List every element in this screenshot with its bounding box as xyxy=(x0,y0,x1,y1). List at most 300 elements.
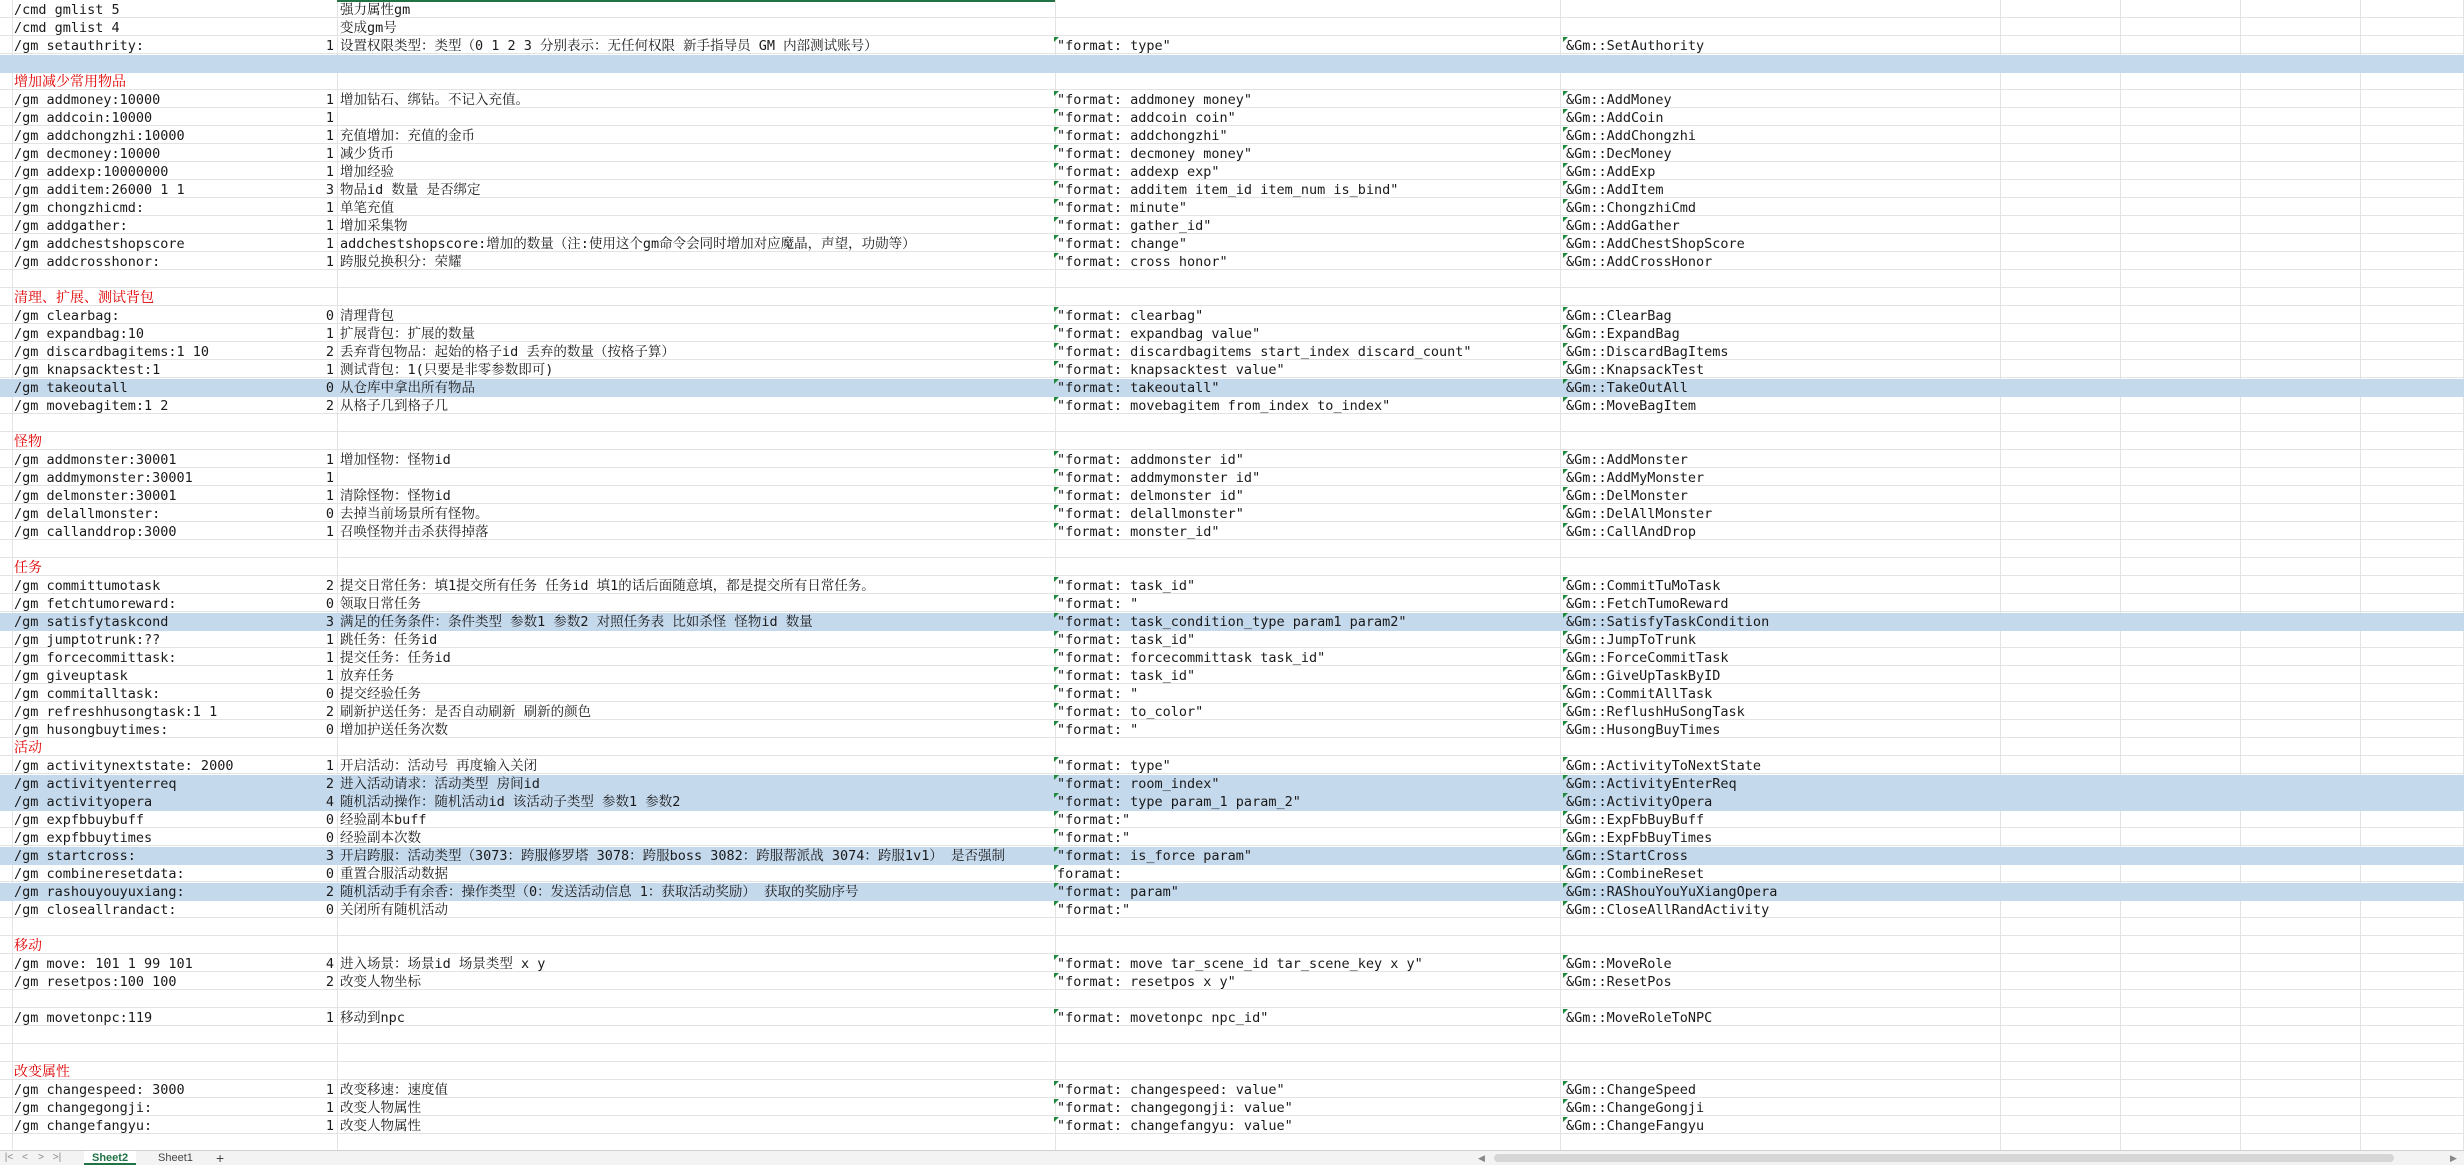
handler-cell[interactable]: &Gm::ChongzhiCmd xyxy=(1566,200,1697,216)
command-cell[interactable]: 增加减少常用物品 xyxy=(14,74,126,90)
format-cell[interactable]: "format: decmoney money" xyxy=(1057,146,1253,162)
handler-cell[interactable]: &Gm::AddCrossHonor xyxy=(1566,254,1713,270)
param-count-cell[interactable]: 2 xyxy=(325,578,334,594)
command-cell[interactable]: /gm addmymonster:30001 xyxy=(14,470,193,486)
handler-cell[interactable]: &Gm::AddGather xyxy=(1566,218,1680,234)
format-cell[interactable]: "format: knapsacktest value" xyxy=(1057,362,1285,378)
table-row[interactable] xyxy=(0,127,2464,145)
table-row[interactable] xyxy=(0,1,2464,19)
handler-cell[interactable]: &Gm::ActivityToNextState xyxy=(1566,758,1762,774)
param-count-cell[interactable]: 2 xyxy=(325,398,334,414)
description-cell[interactable]: 进入活动请求：活动类型 房间id xyxy=(340,776,540,792)
command-cell[interactable]: /gm expfbbuybuff xyxy=(14,812,145,828)
handler-cell[interactable]: &Gm::CallAndDrop xyxy=(1566,524,1697,540)
format-cell[interactable]: "format: move tar_scene_id tar_scene_key x y" xyxy=(1057,956,1423,972)
last-sheet-button[interactable]: >| xyxy=(52,1152,62,1163)
command-cell[interactable]: /gm delallmonster: xyxy=(14,506,161,522)
command-cell[interactable]: /gm commitalltask: xyxy=(14,686,161,702)
table-row[interactable] xyxy=(0,523,2464,541)
description-cell[interactable]: 随机活动操作：随机活动id 该活动子类型 参数1 参数2 xyxy=(340,794,681,810)
table-row[interactable] xyxy=(0,829,2464,847)
format-cell[interactable]: "format:" xyxy=(1057,830,1131,846)
param-count-cell[interactable]: 1 xyxy=(325,326,334,342)
param-count-cell[interactable]: 1 xyxy=(325,1118,334,1134)
handler-cell[interactable]: &Gm::KnapsackTest xyxy=(1566,362,1705,378)
handler-cell[interactable]: &Gm::MoveBagItem xyxy=(1566,398,1697,414)
command-cell[interactable]: /gm refreshhusongtask:1 1 xyxy=(14,704,218,720)
handler-cell[interactable]: &Gm::ChangeSpeed xyxy=(1566,1082,1697,1098)
command-cell[interactable]: /gm startcross: xyxy=(14,848,136,864)
format-cell[interactable]: "format: task_condition_type param1 param2" xyxy=(1057,614,1407,630)
description-cell[interactable]: 改变人物坐标 xyxy=(340,974,421,990)
table-row[interactable] xyxy=(0,307,2464,325)
param-count-cell[interactable] xyxy=(250,415,334,433)
handler-cell[interactable]: &Gm::RAShouYouYuXiangOpera xyxy=(1566,884,1778,900)
command-cell[interactable]: /cmd gmlist 5 xyxy=(14,2,120,18)
description-cell[interactable]: 强力属性gm xyxy=(340,2,411,18)
command-cell[interactable]: 任务 xyxy=(14,560,42,576)
format-cell[interactable]: "format: changespeed: value" xyxy=(1057,1082,1285,1098)
param-count-cell[interactable]: 0 xyxy=(325,686,334,702)
table-row[interactable] xyxy=(0,667,2464,685)
format-cell[interactable]: "format: type" xyxy=(1057,38,1171,54)
format-cell[interactable]: "format: addmoney money" xyxy=(1057,92,1253,108)
format-cell[interactable]: "format: changefangyu: value" xyxy=(1057,1118,1293,1134)
command-cell[interactable]: /gm additem:26000 1 1 xyxy=(14,182,185,198)
table-row[interactable] xyxy=(0,451,2464,469)
format-cell[interactable]: "format: task_id" xyxy=(1057,668,1196,684)
format-cell[interactable]: "format: delmonster id" xyxy=(1057,488,1244,504)
param-count-cell[interactable]: 3 xyxy=(325,614,334,630)
handler-cell[interactable]: &Gm::AddMyMonster xyxy=(1566,470,1705,486)
param-count-cell[interactable] xyxy=(250,991,334,1009)
command-cell[interactable]: /gm fetchtumoreward: xyxy=(14,596,177,612)
command-cell[interactable]: /gm husongbuytimes: xyxy=(14,722,169,738)
command-cell[interactable]: /gm addmoney:10000 xyxy=(14,92,161,108)
param-count-cell[interactable] xyxy=(250,1027,334,1045)
format-cell[interactable]: "format: addmonster id" xyxy=(1057,452,1244,468)
description-cell[interactable]: 改变移速：速度值 xyxy=(340,1082,448,1098)
param-count-cell[interactable]: 1 xyxy=(325,146,334,162)
format-cell[interactable]: "format: type param_1 param_2" xyxy=(1057,794,1301,810)
param-count-cell[interactable]: 0 xyxy=(325,380,334,396)
command-cell[interactable]: /gm giveuptask xyxy=(14,668,128,684)
handler-cell[interactable]: &Gm::AddMonster xyxy=(1566,452,1688,468)
param-count-cell[interactable]: 1 xyxy=(325,1010,334,1026)
handler-cell[interactable]: &Gm::GiveUpTaskByID xyxy=(1566,668,1721,684)
command-cell[interactable]: /gm discardbagitems:1 10 xyxy=(14,344,210,360)
description-cell[interactable]: 测试背包：1(只要是非零参数即可) xyxy=(340,362,554,378)
format-cell[interactable]: "format: clearbag" xyxy=(1057,308,1204,324)
param-count-cell[interactable]: 2 xyxy=(325,704,334,720)
param-count-cell[interactable]: 0 xyxy=(325,308,334,324)
description-cell[interactable]: 开启活动：活动号 再度输入关闭 xyxy=(340,758,538,774)
handler-cell[interactable]: &Gm::ResetPos xyxy=(1566,974,1672,990)
table-row[interactable] xyxy=(0,505,2464,523)
description-cell[interactable]: 去掉当前场景所有怪物。 xyxy=(340,506,489,522)
table-row[interactable] xyxy=(0,973,2464,991)
description-cell[interactable]: 跨服兑换积分：荣耀 xyxy=(340,254,462,270)
format-cell[interactable]: "format: resetpos x y" xyxy=(1057,974,1236,990)
description-cell[interactable]: 增加怪物：怪物id xyxy=(340,452,451,468)
param-count-cell[interactable] xyxy=(250,289,334,307)
format-cell[interactable]: "format: forcecommittask task_id" xyxy=(1057,650,1326,666)
format-cell[interactable]: "format: " xyxy=(1057,686,1139,702)
handler-cell[interactable]: &Gm::CommitTuMoTask xyxy=(1566,578,1721,594)
table-row[interactable] xyxy=(0,1099,2464,1117)
command-cell[interactable]: /gm activityopera xyxy=(14,794,153,810)
format-cell[interactable]: "format: delallmonster" xyxy=(1057,506,1244,522)
param-count-cell[interactable]: 1 xyxy=(325,470,334,486)
table-row[interactable] xyxy=(0,613,2464,631)
param-count-cell[interactable]: 1 xyxy=(325,110,334,126)
handler-cell[interactable]: &Gm::AddMoney xyxy=(1566,92,1672,108)
description-cell[interactable]: 从仓库中拿出所有物品 xyxy=(340,380,475,396)
handler-cell[interactable]: &Gm::CloseAllRandActivity xyxy=(1566,902,1770,918)
table-row[interactable] xyxy=(0,253,2464,271)
description-cell[interactable]: 增加采集物 xyxy=(340,218,408,234)
table-row[interactable] xyxy=(0,865,2464,883)
handler-cell[interactable]: &Gm::DiscardBagItems xyxy=(1566,344,1729,360)
table-row[interactable] xyxy=(0,1009,2464,1027)
param-count-cell[interactable]: 1 xyxy=(325,650,334,666)
param-count-cell[interactable]: 1 xyxy=(325,758,334,774)
scroll-left-icon[interactable]: ◀ xyxy=(1478,1153,1485,1163)
table-row[interactable] xyxy=(0,847,2464,865)
param-count-cell[interactable]: 1 xyxy=(325,452,334,468)
command-cell[interactable]: /gm addgather: xyxy=(14,218,128,234)
param-count-cell[interactable]: 3 xyxy=(325,182,334,198)
param-count-cell[interactable]: 1 xyxy=(325,1082,334,1098)
command-cell[interactable]: /gm forcecommittask: xyxy=(14,650,177,666)
table-row[interactable] xyxy=(0,37,2464,55)
table-row[interactable] xyxy=(0,1081,2464,1099)
handler-cell[interactable]: &Gm::FetchTumoReward xyxy=(1566,596,1729,612)
command-cell[interactable]: /gm move: 101 1 99 101 xyxy=(14,956,193,972)
command-cell[interactable]: /cmd gmlist 4 xyxy=(14,20,120,36)
command-cell[interactable]: /gm movetonpc:119 xyxy=(14,1010,153,1026)
description-cell[interactable]: 满足的任务条件：条件类型 参数1 参数2 对照任务表 比如杀怪 怪物id 数量 xyxy=(340,614,813,630)
command-cell[interactable]: /gm movebagitem:1 2 xyxy=(14,398,169,414)
table-row[interactable] xyxy=(0,775,2464,793)
table-row[interactable] xyxy=(0,595,2464,613)
handler-cell[interactable]: &Gm::ExpFbBuyTimes xyxy=(1566,830,1713,846)
format-cell[interactable]: "format: additem item_id item_num is_bind" xyxy=(1057,182,1399,198)
handler-cell[interactable]: &Gm::SetAuthority xyxy=(1566,38,1705,54)
format-cell[interactable]: "format: room_index" xyxy=(1057,776,1220,792)
table-row[interactable] xyxy=(0,1117,2464,1135)
param-count-cell[interactable]: 1 xyxy=(325,236,334,252)
table-row[interactable] xyxy=(0,541,2464,559)
param-count-cell[interactable] xyxy=(250,559,334,577)
prev-sheet-button[interactable]: < xyxy=(22,1152,28,1163)
command-cell[interactable]: /gm jumptotrunk:?? xyxy=(14,632,161,648)
command-cell[interactable]: /gm addcrosshonor: xyxy=(14,254,161,270)
handler-cell[interactable]: &Gm::AddChestShopScore xyxy=(1566,236,1745,252)
description-cell[interactable]: 移动到npc xyxy=(340,1010,405,1026)
description-cell[interactable]: 丢弃背包物品：起始的格子id 丢弃的数量（按格子算） xyxy=(340,344,675,360)
command-cell[interactable]: /gm addcoin:10000 xyxy=(14,110,153,126)
command-cell[interactable]: /gm rashouyouyuxiang: xyxy=(14,884,185,900)
table-row[interactable] xyxy=(0,235,2464,253)
description-cell[interactable]: 从格子几到格子几 xyxy=(340,398,448,414)
param-count-cell[interactable]: 0 xyxy=(325,866,334,882)
handler-cell[interactable]: &Gm::ChangeFangyu xyxy=(1566,1118,1705,1134)
description-cell[interactable]: 改变人物属性 xyxy=(340,1100,421,1116)
param-count-cell[interactable]: 1 xyxy=(325,362,334,378)
description-cell[interactable]: 物品id 数量 是否绑定 xyxy=(340,182,481,198)
command-cell[interactable]: /gm addchongzhi:10000 xyxy=(14,128,185,144)
first-sheet-button[interactable]: |< xyxy=(4,1152,14,1163)
command-cell[interactable]: /gm changefangyu: xyxy=(14,1118,153,1134)
description-cell[interactable]: 增加钻石、绑钻。不记入充值。 xyxy=(340,92,529,108)
param-count-cell[interactable]: 2 xyxy=(325,884,334,900)
handler-cell[interactable]: &Gm::HusongBuyTimes xyxy=(1566,722,1721,738)
format-cell[interactable]: "format: cross honor" xyxy=(1057,254,1228,270)
command-cell[interactable]: /gm chongzhicmd: xyxy=(14,200,145,216)
description-cell[interactable]: 变成gm号 xyxy=(340,20,397,36)
description-cell[interactable]: 扩展背包：扩展的数量 xyxy=(340,326,475,342)
param-count-cell[interactable]: 1 xyxy=(325,524,334,540)
command-cell[interactable]: /gm changespeed: 3000 xyxy=(14,1082,185,1098)
table-row[interactable] xyxy=(0,199,2464,217)
description-cell[interactable]: 提交经验任务 xyxy=(340,686,421,702)
command-cell[interactable]: 移动 xyxy=(14,938,42,954)
section-header-row[interactable] xyxy=(0,289,2464,307)
table-row[interactable] xyxy=(0,397,2464,415)
param-count-cell[interactable]: 1 xyxy=(325,38,334,54)
description-cell[interactable]: 跳任务：任务id xyxy=(340,632,438,648)
description-cell[interactable]: 单笔充值 xyxy=(340,200,394,216)
param-count-cell[interactable]: 0 xyxy=(325,830,334,846)
handler-cell[interactable]: &Gm::JumpToTrunk xyxy=(1566,632,1697,648)
format-cell[interactable]: foramat: xyxy=(1057,866,1123,882)
table-row[interactable] xyxy=(0,415,2464,433)
command-cell[interactable]: /gm setauthrity: xyxy=(14,38,145,54)
description-cell[interactable]: addchestshopscore:增加的数量（注:使用这个gm命令会同时增加对应魔晶，声望，功勋等） xyxy=(340,236,916,252)
table-row[interactable] xyxy=(0,55,2464,73)
table-row[interactable] xyxy=(0,19,2464,37)
command-cell[interactable]: /gm activitynextstate: 2000 xyxy=(14,758,234,774)
param-count-cell[interactable]: 1 xyxy=(325,632,334,648)
horizontal-scrollbar-thumb[interactable] xyxy=(1494,1154,2394,1162)
param-count-cell[interactable]: 1 xyxy=(325,1100,334,1116)
format-cell[interactable]: "format: addcoin coin" xyxy=(1057,110,1236,126)
param-count-cell[interactable] xyxy=(250,433,334,451)
table-row[interactable] xyxy=(0,649,2464,667)
format-cell[interactable]: "format: movetonpc npc_id" xyxy=(1057,1010,1269,1026)
description-cell[interactable]: 增加护送任务次数 xyxy=(340,722,448,738)
handler-cell[interactable]: &Gm::CommitAllTask xyxy=(1566,686,1713,702)
command-cell[interactable]: 改变属性 xyxy=(14,1064,70,1080)
description-cell[interactable]: 放弃任务 xyxy=(340,668,394,684)
param-count-cell[interactable]: 3 xyxy=(325,848,334,864)
format-cell[interactable]: "format: to_color" xyxy=(1057,704,1204,720)
next-sheet-button[interactable]: > xyxy=(38,1152,44,1163)
table-row[interactable] xyxy=(0,487,2464,505)
param-count-cell[interactable]: 1 xyxy=(325,218,334,234)
description-cell[interactable]: 领取日常任务 xyxy=(340,596,421,612)
table-row[interactable] xyxy=(0,217,2464,235)
description-cell[interactable]: 召唤怪物并击杀获得掉落 xyxy=(340,524,489,540)
description-cell[interactable]: 提交日常任务：填1提交所有任务 任务id 填1的话后面随意填，都是提交所有日常任务。 xyxy=(340,578,875,594)
handler-cell[interactable]: &Gm::TakeOutAll xyxy=(1566,380,1688,396)
description-cell[interactable]: 经验副本次数 xyxy=(340,830,421,846)
table-row[interactable] xyxy=(0,181,2464,199)
section-header-row[interactable] xyxy=(0,559,2464,577)
command-cell[interactable]: /gm delmonster:30001 xyxy=(14,488,177,504)
table-row[interactable] xyxy=(0,919,2464,937)
param-count-cell[interactable]: 0 xyxy=(325,596,334,612)
param-count-cell[interactable] xyxy=(250,1063,334,1081)
param-count-cell[interactable] xyxy=(250,937,334,955)
format-cell[interactable]: "format: takeoutall" xyxy=(1057,380,1220,396)
command-cell[interactable]: /gm changegongji: xyxy=(14,1100,153,1116)
handler-cell[interactable]: &Gm::ExpFbBuyBuff xyxy=(1566,812,1705,828)
param-count-cell[interactable]: 0 xyxy=(325,812,334,828)
handler-cell[interactable]: &Gm::AddItem xyxy=(1566,182,1664,198)
param-count-cell[interactable]: 2 xyxy=(325,974,334,990)
add-sheet-button[interactable]: + xyxy=(216,1150,225,1166)
format-cell[interactable]: "format: changegongji: value" xyxy=(1057,1100,1293,1116)
description-cell[interactable]: 关闭所有随机活动 xyxy=(340,902,448,918)
format-cell[interactable]: "format: addchongzhi" xyxy=(1057,128,1228,144)
handler-cell[interactable]: &Gm::ClearBag xyxy=(1566,308,1672,324)
param-count-cell[interactable]: 1 xyxy=(325,200,334,216)
description-cell[interactable]: 清除怪物：怪物id xyxy=(340,488,451,504)
command-cell[interactable]: /gm callanddrop:3000 xyxy=(14,524,177,540)
handler-cell[interactable]: &Gm::AddExp xyxy=(1566,164,1656,180)
description-cell[interactable]: 经验副本buff xyxy=(340,812,427,828)
handler-cell[interactable]: &Gm::DelAllMonster xyxy=(1566,506,1713,522)
param-count-cell[interactable]: 1 xyxy=(325,668,334,684)
handler-cell[interactable]: &Gm::ActivityEnterReq xyxy=(1566,776,1737,792)
command-cell[interactable]: /gm expfbbuytimes xyxy=(14,830,153,846)
handler-cell[interactable]: &Gm::AddCoin xyxy=(1566,110,1664,126)
format-cell[interactable]: "format: change" xyxy=(1057,236,1188,252)
description-cell[interactable]: 清理背包 xyxy=(340,308,394,324)
table-row[interactable] xyxy=(0,343,2464,361)
table-row[interactable] xyxy=(0,91,2464,109)
table-row[interactable] xyxy=(0,1027,2464,1045)
handler-cell[interactable]: &Gm::MoveRoleToNPC xyxy=(1566,1010,1713,1026)
handler-cell[interactable]: &Gm::MoveRole xyxy=(1566,956,1672,972)
description-cell[interactable]: 设置权限类型：类型（0 1 2 3 分别表示：无任何权限 新手指导员 GM 内部测试账号） xyxy=(340,38,878,54)
description-cell[interactable]: 提交任务：任务id xyxy=(340,650,451,666)
command-cell[interactable]: /gm knapsacktest:1 xyxy=(14,362,161,378)
param-count-cell[interactable]: 2 xyxy=(325,776,334,792)
command-cell[interactable]: /gm expandbag:10 xyxy=(14,326,145,342)
table-row[interactable] xyxy=(0,685,2464,703)
description-cell[interactable]: 重置合服活动数据 xyxy=(340,866,448,882)
table-row[interactable] xyxy=(0,811,2464,829)
handler-cell[interactable]: &Gm::DecMoney xyxy=(1566,146,1672,162)
handler-cell[interactable]: &Gm::SatisfyTaskCondition xyxy=(1566,614,1770,630)
table-row[interactable] xyxy=(0,955,2464,973)
section-header-row[interactable] xyxy=(0,73,2464,91)
handler-cell[interactable]: &Gm::AddChongzhi xyxy=(1566,128,1697,144)
param-count-cell[interactable]: 1 xyxy=(325,254,334,270)
table-row[interactable] xyxy=(0,469,2464,487)
command-cell[interactable]: /gm clearbag: xyxy=(14,308,120,324)
format-cell[interactable]: "format: addexp exp" xyxy=(1057,164,1220,180)
description-cell[interactable]: 随机活动手有余香：操作类型（0：发送活动信息 1：获取活动奖励） 获取的奖励序号 xyxy=(340,884,859,900)
table-row[interactable] xyxy=(0,721,2464,739)
table-row[interactable] xyxy=(0,757,2464,775)
handler-cell[interactable]: &Gm::ChangeGongji xyxy=(1566,1100,1705,1116)
command-cell[interactable]: /gm addmonster:30001 xyxy=(14,452,177,468)
table-row[interactable] xyxy=(0,379,2464,397)
format-cell[interactable]: "format:" xyxy=(1057,812,1131,828)
format-cell[interactable]: "format:" xyxy=(1057,902,1131,918)
description-cell[interactable]: 改变人物属性 xyxy=(340,1118,421,1134)
handler-cell[interactable]: &Gm::ReflushHuSongTask xyxy=(1566,704,1745,720)
command-cell[interactable]: /gm committumotask xyxy=(14,578,161,594)
param-count-cell[interactable]: 4 xyxy=(325,956,334,972)
description-cell[interactable]: 开启跨服：活动类型（3073：跨服修罗塔 3078：跨服boss 3082：跨服帮派战 3074：跨服1v1） 是否强制 xyxy=(340,848,1005,864)
table-row[interactable] xyxy=(0,145,2464,163)
table-row[interactable] xyxy=(0,1045,2464,1063)
param-count-cell[interactable]: 0 xyxy=(325,902,334,918)
param-count-cell[interactable]: 4 xyxy=(325,794,334,810)
handler-cell[interactable]: &Gm::CombineReset xyxy=(1566,866,1705,882)
command-cell[interactable]: /gm activityenterreq xyxy=(14,776,177,792)
description-cell[interactable]: 刷新护送任务：是否自动刷新 刷新的颜色 xyxy=(340,704,592,720)
handler-cell[interactable]: &Gm::ExpandBag xyxy=(1566,326,1680,342)
table-row[interactable] xyxy=(0,703,2464,721)
format-cell[interactable]: "format: addmymonster id" xyxy=(1057,470,1261,486)
command-cell[interactable]: /gm addchestshopscore xyxy=(14,236,185,252)
command-cell[interactable]: /gm decmoney:10000 xyxy=(14,146,161,162)
section-header-row[interactable] xyxy=(0,433,2464,451)
param-count-cell[interactable]: 1 xyxy=(325,128,334,144)
format-cell[interactable]: "format: " xyxy=(1057,596,1139,612)
param-count-cell[interactable]: 0 xyxy=(325,506,334,522)
table-row[interactable] xyxy=(0,361,2464,379)
table-row[interactable] xyxy=(0,793,2464,811)
tab-sheet2[interactable]: Sheet2 xyxy=(84,1151,136,1165)
format-cell[interactable]: "format: expandbag value" xyxy=(1057,326,1261,342)
command-cell[interactable]: /gm resetpos:100 100 xyxy=(14,974,177,990)
command-cell[interactable]: /gm satisfytaskcond xyxy=(14,614,169,630)
tab-sheet1[interactable]: Sheet1 xyxy=(158,1152,193,1164)
param-count-cell[interactable]: 2 xyxy=(325,344,334,360)
param-count-cell[interactable] xyxy=(250,1,334,19)
format-cell[interactable]: "format: type" xyxy=(1057,758,1171,774)
format-cell[interactable]: "format: param" xyxy=(1057,884,1179,900)
param-count-cell[interactable] xyxy=(250,55,334,73)
format-cell[interactable]: "format: gather_id" xyxy=(1057,218,1212,234)
format-cell[interactable]: "format: " xyxy=(1057,722,1139,738)
command-cell[interactable]: 清理、扩展、测试背包 xyxy=(14,290,154,306)
scroll-right-icon[interactable]: ▶ xyxy=(2450,1153,2457,1163)
param-count-cell[interactable]: 1 xyxy=(325,488,334,504)
param-count-cell[interactable]: 1 xyxy=(325,164,334,180)
param-count-cell[interactable] xyxy=(250,73,334,91)
param-count-cell[interactable] xyxy=(250,271,334,289)
description-cell[interactable]: 进入场景：场景id 场景类型 x y xyxy=(340,956,546,972)
format-cell[interactable]: "format: task_id" xyxy=(1057,632,1196,648)
section-header-row[interactable] xyxy=(0,739,2464,757)
table-row[interactable] xyxy=(0,883,2464,901)
format-cell[interactable]: "format: is_force param" xyxy=(1057,848,1253,864)
command-cell[interactable]: /gm combineresetdata: xyxy=(14,866,185,882)
table-row[interactable] xyxy=(0,901,2464,919)
table-row[interactable] xyxy=(0,325,2464,343)
handler-cell[interactable]: &Gm::DelMonster xyxy=(1566,488,1688,504)
param-count-cell[interactable] xyxy=(250,1045,334,1063)
format-cell[interactable]: "format: discardbagitems start_index discard_count" xyxy=(1057,344,1472,360)
